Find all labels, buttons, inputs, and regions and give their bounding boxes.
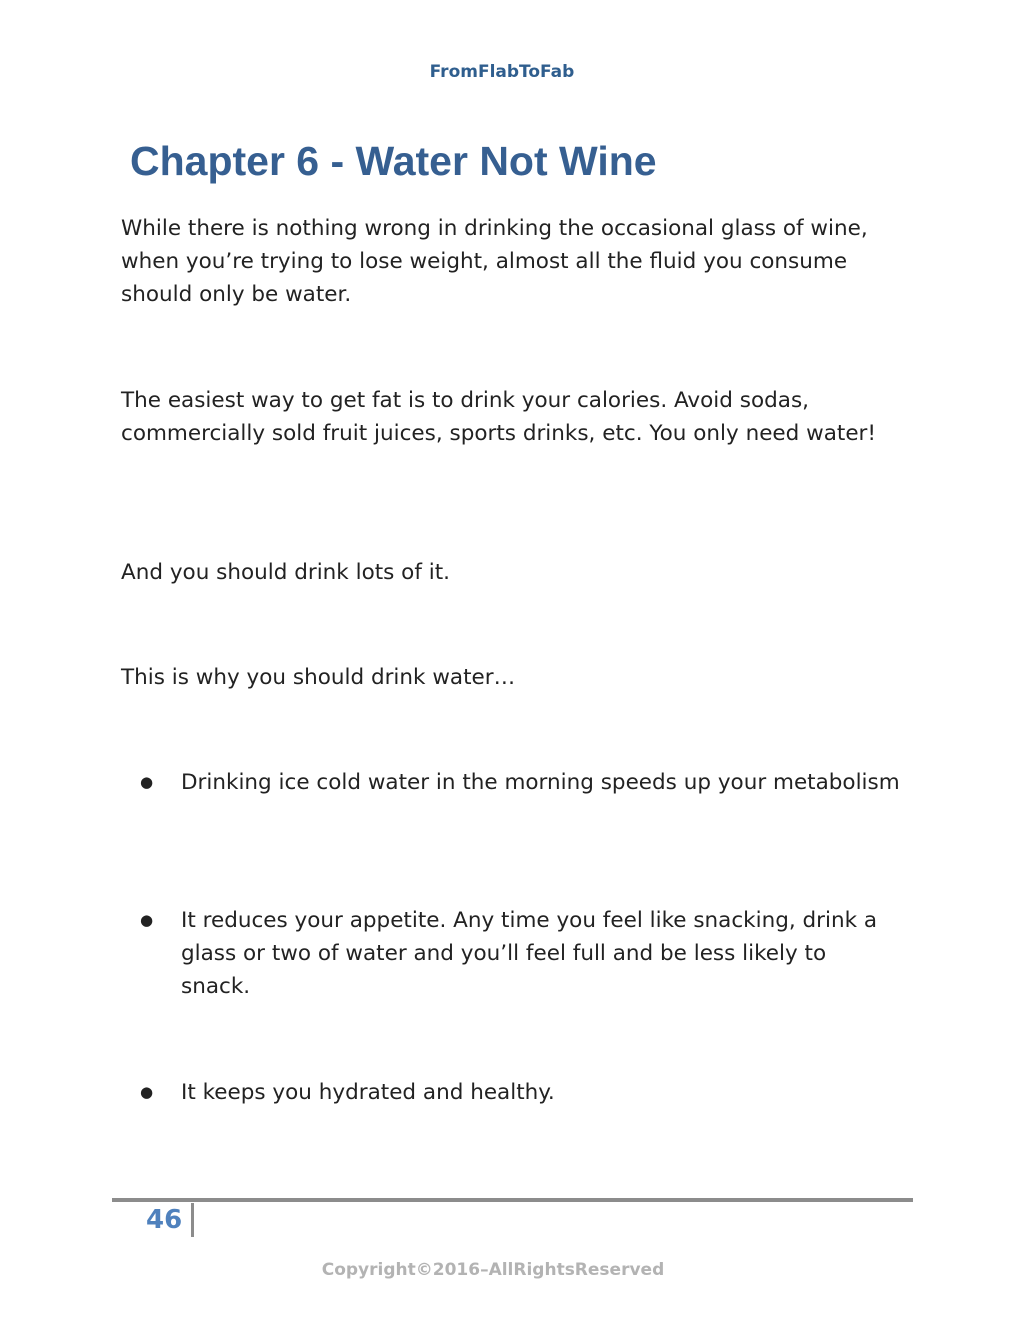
bullet-icon: ● (140, 773, 154, 791)
paragraph-why-water: This is why you should drink water… (121, 665, 516, 690)
list-item-text: Drinking ice cold water in the morning speeds up your metabolism (181, 770, 900, 795)
running-header: FromFlabToFab (429, 62, 575, 82)
bullet-icon: ● (140, 1083, 154, 1101)
page-number-divider (191, 1203, 194, 1237)
paragraph-intro: While there is nothing wrong in drinking the occasional glass of wine, when you’re trying to lose weight, almost all the fluid you consume should only be water. (121, 216, 868, 307)
bullet-icon: ● (140, 911, 154, 929)
list-item-text: It keeps you hydrated and healthy. (181, 1080, 555, 1105)
paragraph-calories: The easiest way to get fat is to drink your calories. Avoid sodas, commercially sold fruit juices, sports drinks, etc. You only need water! (121, 388, 877, 446)
page-number: 46 (146, 1205, 183, 1235)
list-item-text: It reduces your appetite. Any time you feel like snacking, drink a glass or two of water and you’ll feel full and be less likely to snack. (181, 908, 878, 999)
footer-divider (112, 1198, 913, 1202)
chapter-title: Chapter 6 - Water Not Wine (130, 138, 657, 184)
copyright-notice: Copyright©2016–AllRightsReserved (321, 1260, 665, 1280)
paragraph-drink-lots: And you should drink lots of it. (121, 560, 450, 585)
